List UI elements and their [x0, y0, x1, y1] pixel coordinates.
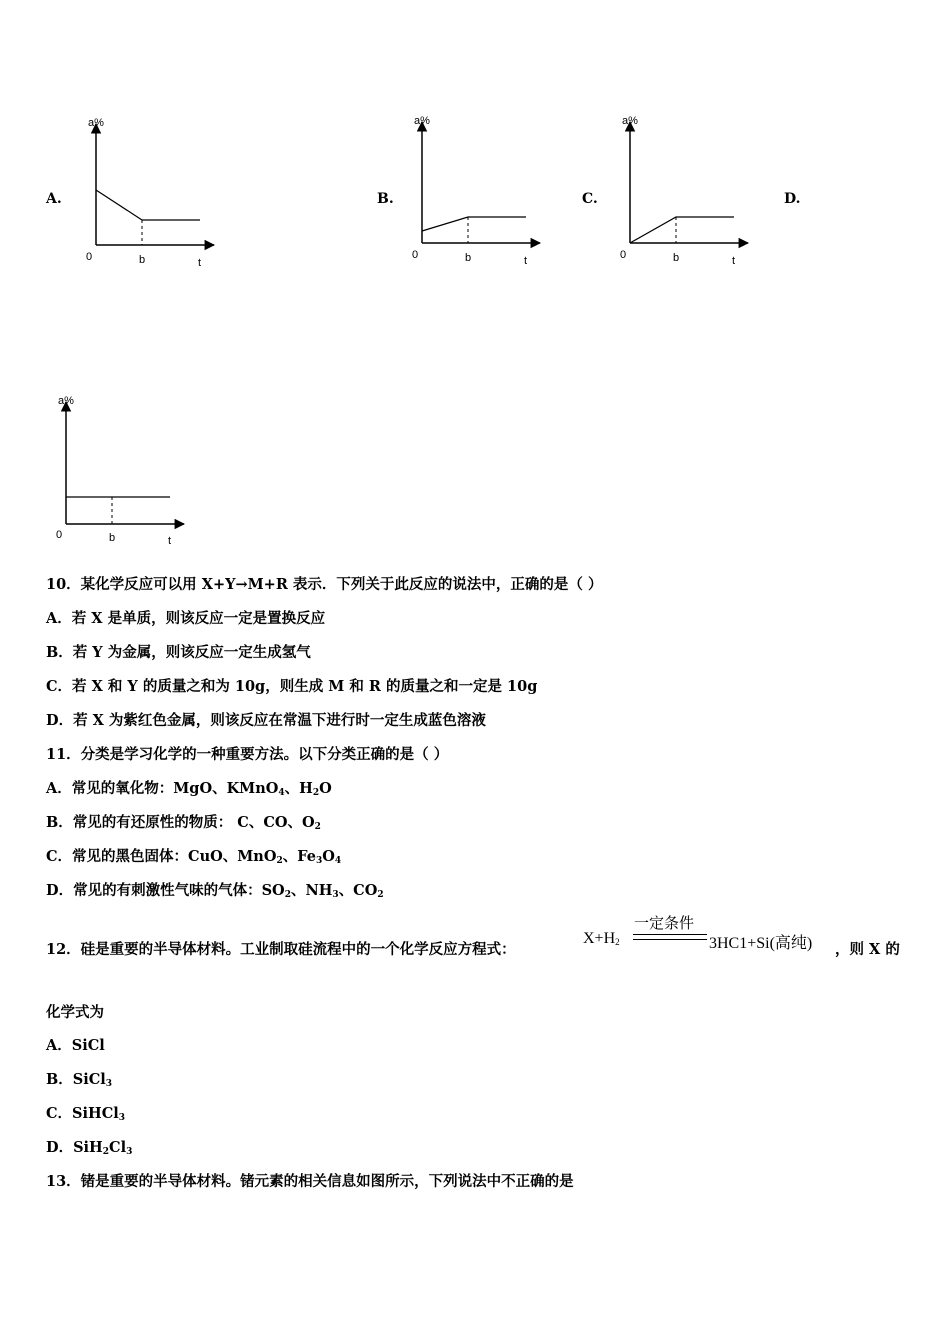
graph-a [80, 112, 230, 272]
graph-b-xlabel: t [524, 255, 528, 267]
q11-b-sub: 2 [314, 822, 321, 832]
q11-c-mid2: O [322, 848, 335, 865]
q10-option-a: A．若 X 是单质，则该反应一定是置换反应 [46, 610, 326, 627]
q11-option-b [46, 811, 321, 832]
q10-option-b: B．若 Y 为金属，则该反应一定生成氢气 [46, 644, 311, 661]
q11-stem: 11．分类是学习化学的一种重要方法。以下分类正确的是（ ） [46, 746, 449, 763]
q11-c-sub3: 4 [334, 856, 342, 866]
q12-eq-double-line [633, 934, 707, 940]
graph-d-origin: 0 [56, 529, 63, 541]
q12-equation-left [583, 930, 620, 948]
q12-option-c [46, 1102, 125, 1123]
q11-a-sub1: 4 [278, 788, 285, 798]
q11-d-mid: 、NH [290, 882, 333, 899]
graph-c [614, 110, 764, 270]
q11-c-mid: 、Fe [282, 848, 316, 865]
q12-eq-right: 3HC1+Si(高纯) [709, 935, 813, 952]
q12-stem-end: ，则 X 的 [835, 941, 900, 958]
q12-c-prefix: C．SiHCl [46, 1105, 119, 1122]
graph-b [406, 110, 556, 270]
q11-a-end: O [319, 780, 332, 797]
q12-eq-left-sub: 2 [615, 937, 620, 947]
option-b-label: B. [377, 191, 394, 207]
graph-c-ylabel: a% [622, 115, 638, 127]
q11-d-sub2: 3 [332, 890, 339, 900]
q12-d-prefix: D．SiH [46, 1139, 103, 1156]
q12-b-sub: 3 [105, 1079, 113, 1089]
q11-d-sub1: 2 [284, 890, 291, 900]
option-c-label: C. [582, 191, 598, 207]
graph-a-tick-b: b [139, 254, 146, 266]
q11-a-mid: 、H [284, 780, 313, 797]
graph-a-xlabel: t [198, 257, 202, 269]
q12-c-sub: 3 [118, 1113, 126, 1123]
graph-c-curve [630, 217, 734, 243]
q12-d-sub1: 2 [102, 1147, 110, 1157]
graph-b-ylabel: a% [414, 115, 430, 127]
graph-b-origin: 0 [412, 249, 419, 261]
q11-d-sub3: 2 [377, 890, 384, 900]
graph-c-xlabel: t [732, 255, 736, 267]
graph-a-origin: 0 [86, 251, 93, 263]
q12-b-prefix: B．SiCl [46, 1071, 106, 1088]
option-d-label: D. [784, 191, 801, 207]
graph-c-origin: 0 [620, 249, 627, 261]
q11-c-prefix: C．常见的黑色固体：CuO、MnO [46, 848, 277, 865]
q10-option-d: D．若 X 为紫红色金属，则该反应在常温下进行时一定生成蓝色溶液 [46, 712, 486, 729]
q12-option-b [46, 1068, 112, 1089]
graph-b-tick-b: b [465, 252, 472, 264]
q12-eq-left: X+H [583, 930, 616, 947]
q11-c-sub1: 2 [276, 856, 283, 866]
q11-option-a [46, 777, 332, 798]
q12-stem: 12．硅是重要的半导体材料。工业制取硅流程中的一个化学反应方程式： [46, 941, 516, 958]
q12-option-d [46, 1136, 132, 1157]
q11-a-prefix: A．常见的氧化物：MgO、KMnO [46, 780, 279, 797]
q13-stem: 13．锗是重要的半导体材料。锗元素的相关信息如图所示，下列说法中不正确的是 [46, 1173, 574, 1190]
q12-d-mid: Cl [109, 1139, 127, 1156]
graph-d-xlabel: t [168, 535, 172, 547]
q12-eq-condition: 一定条件 [634, 916, 695, 932]
q11-c-sub2: 3 [315, 856, 323, 866]
q11-d-prefix: D．常见的有刺激性气味的气体：SO [46, 882, 285, 899]
graph-a-ylabel: a% [88, 117, 104, 129]
q11-a-sub2: 2 [312, 788, 320, 798]
graph-c-tick-b: b [673, 252, 680, 264]
q11-option-c [46, 845, 341, 866]
q10-stem: 10．某化学反应可以用 X+Y→M+R 表示．下列关于此反应的说法中，正确的是（ ） [46, 576, 603, 593]
graph-d-ylabel: a% [58, 395, 74, 407]
q12-d-sub2: 3 [126, 1147, 133, 1157]
graph-d [50, 390, 200, 550]
q12-option-a: A．SiCl [46, 1037, 105, 1054]
q11-b-prefix: B．常见的有还原性的物质： C、CO、O [46, 814, 315, 831]
graph-a-curve [96, 190, 200, 220]
q11-option-d [46, 879, 384, 900]
graph-d-tick-b: b [109, 532, 116, 544]
q12-stem-cont: 化学式为 [46, 1004, 104, 1021]
option-a-label: A. [46, 191, 62, 207]
graph-b-curve [422, 217, 526, 231]
q10-option-c: C．若 X 和 Y 的质量之和为 10g，则生成 M 和 R 的质量之和一定是 10g [46, 678, 538, 695]
q11-d-mid2: 、CO [338, 882, 378, 899]
